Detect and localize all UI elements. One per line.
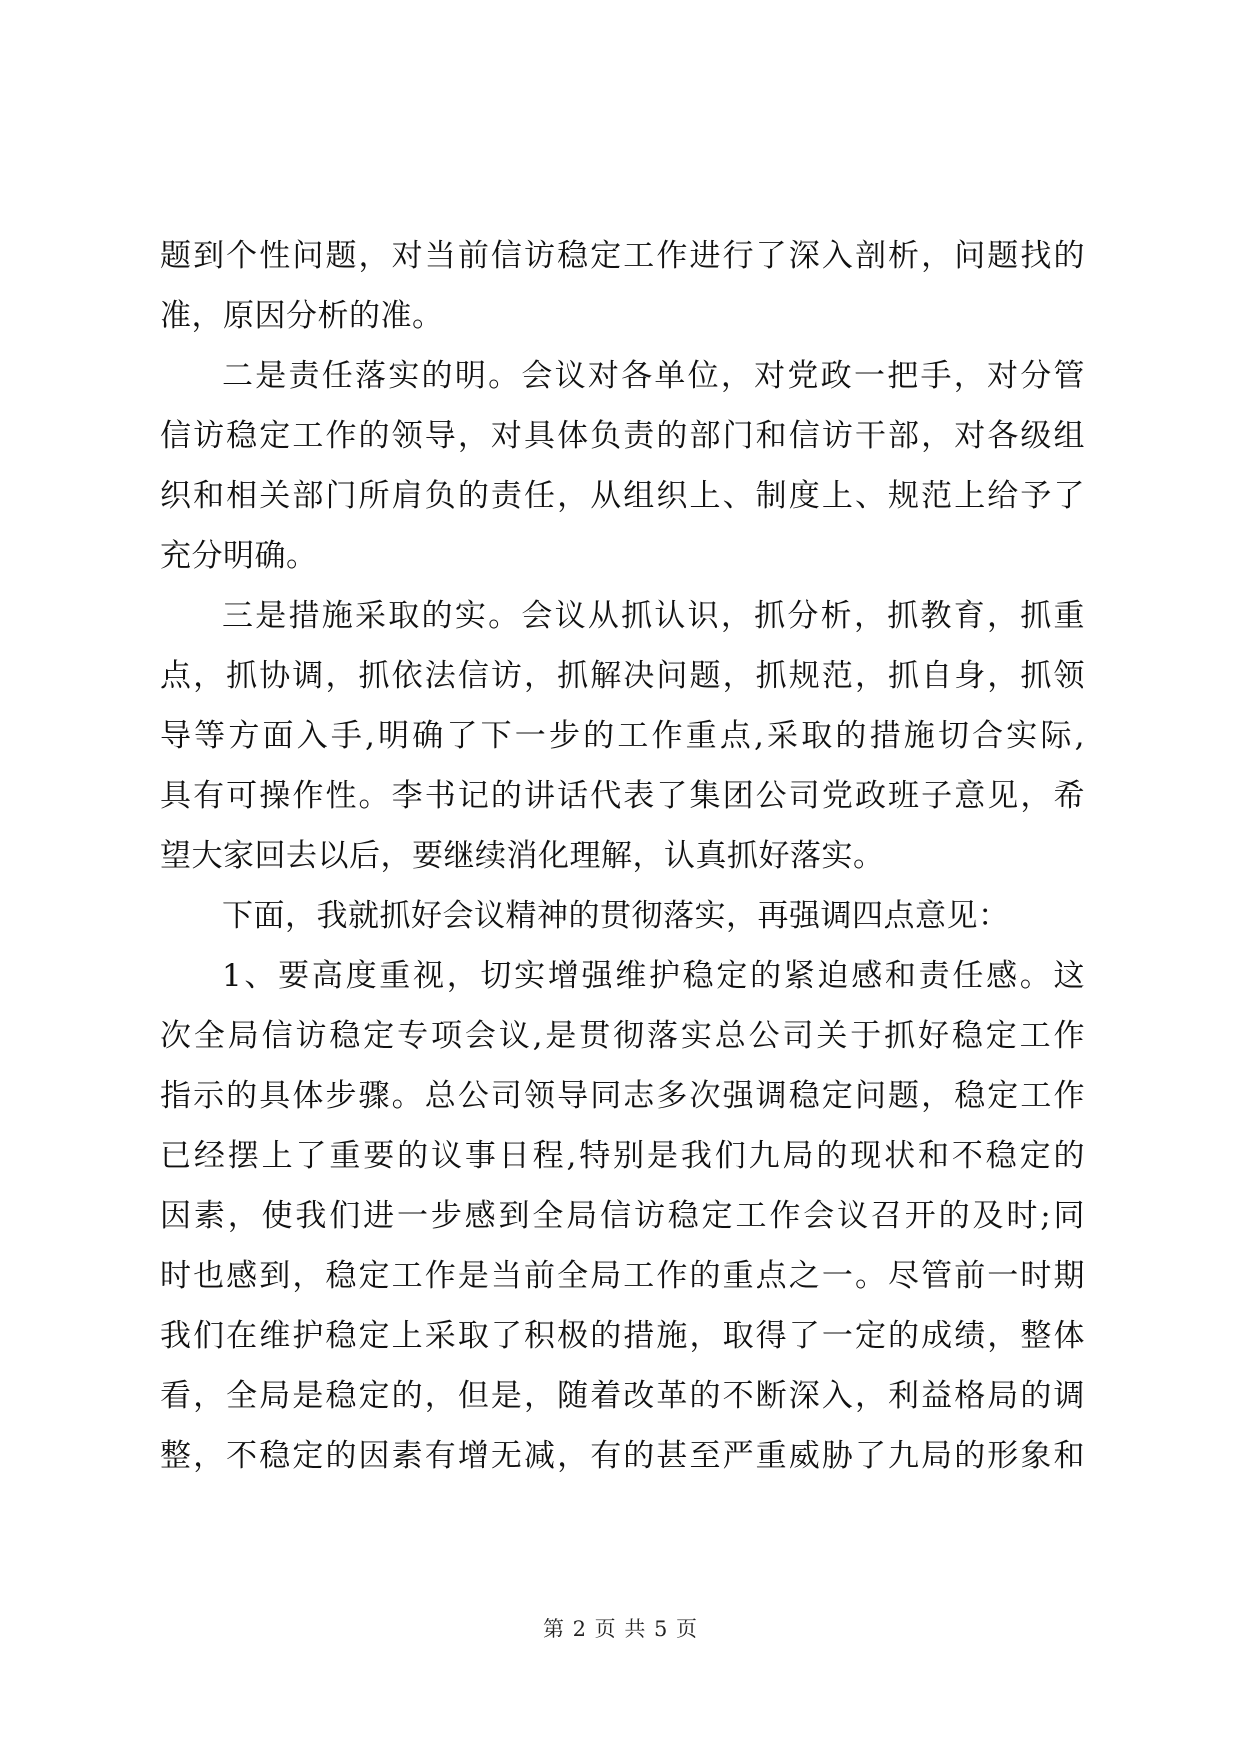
paragraph-start-line: 三是措施采取的实。会议从抓认识，抓分析，抓教育，抓重: [222, 598, 1085, 634]
text-line: 充分明确。: [160, 538, 318, 574]
text-line: 因素，使我们进一步感到全局信访稳定工作会议召开的及时;同: [160, 1198, 1085, 1234]
text-line: 整，不稳定的因素有增无减，有的甚至严重威胁了九局的形象和: [160, 1438, 1085, 1474]
text-line: 信访稳定工作的领导，对具体负责的部门和信访干部，对各级组: [160, 418, 1085, 454]
text-line: 时也感到，稳定工作是当前全局工作的重点之一。尽管前一时期: [160, 1258, 1085, 1294]
text-line: 看，全局是稳定的，但是，随着改革的不断深入，利益格局的调: [160, 1378, 1085, 1414]
text-line: 指示的具体步骤。总公司领导同志多次强调稳定问题，稳定工作: [160, 1078, 1085, 1114]
text-line: 题到个性问题，对当前信访稳定工作进行了深入剖析，问题找的: [160, 238, 1085, 274]
paragraph-start-line: 下面，我就抓好会议精神的贯彻落实，再强调四点意见：: [222, 898, 1010, 934]
text-line: 导等方面入手,明确了下一步的工作重点,采取的措施切合实际,: [160, 718, 1085, 754]
text-line: 织和相关部门所肩负的责任，从组织上、制度上、规范上给予了: [160, 478, 1085, 514]
document-body: [160, 226, 1085, 1486]
text-line: 点，抓协调，抓依法信访，抓解决问题，抓规范，抓自身，抓领: [160, 658, 1085, 694]
paragraph-start-line: 1、要高度重视，切实增强维护稳定的紧迫感和责任感。这: [222, 958, 1085, 994]
text-line: 具有可操作性。李书记的讲话代表了集团公司党政班子意见，希: [160, 778, 1085, 814]
text-line: 望大家回去以后，要继续消化理解，认真抓好落实。: [160, 838, 885, 874]
text-line: 已经摆上了重要的议事日程,特别是我们九局的现状和不稳定的: [160, 1138, 1085, 1174]
text-line: 准，原因分析的准。: [160, 298, 444, 334]
text-line: 次全局信访稳定专项会议,是贯彻落实总公司关于抓好稳定工作: [160, 1018, 1085, 1054]
paragraph-start-line: 二是责任落实的明。会议对各单位，对党政一把手，对分管: [222, 358, 1085, 394]
page-number-footer: 第 2 页 共 5 页: [542, 1617, 699, 1641]
text-line: 我们在维护稳定上采取了积极的措施，取得了一定的成绩，整体: [160, 1318, 1085, 1354]
